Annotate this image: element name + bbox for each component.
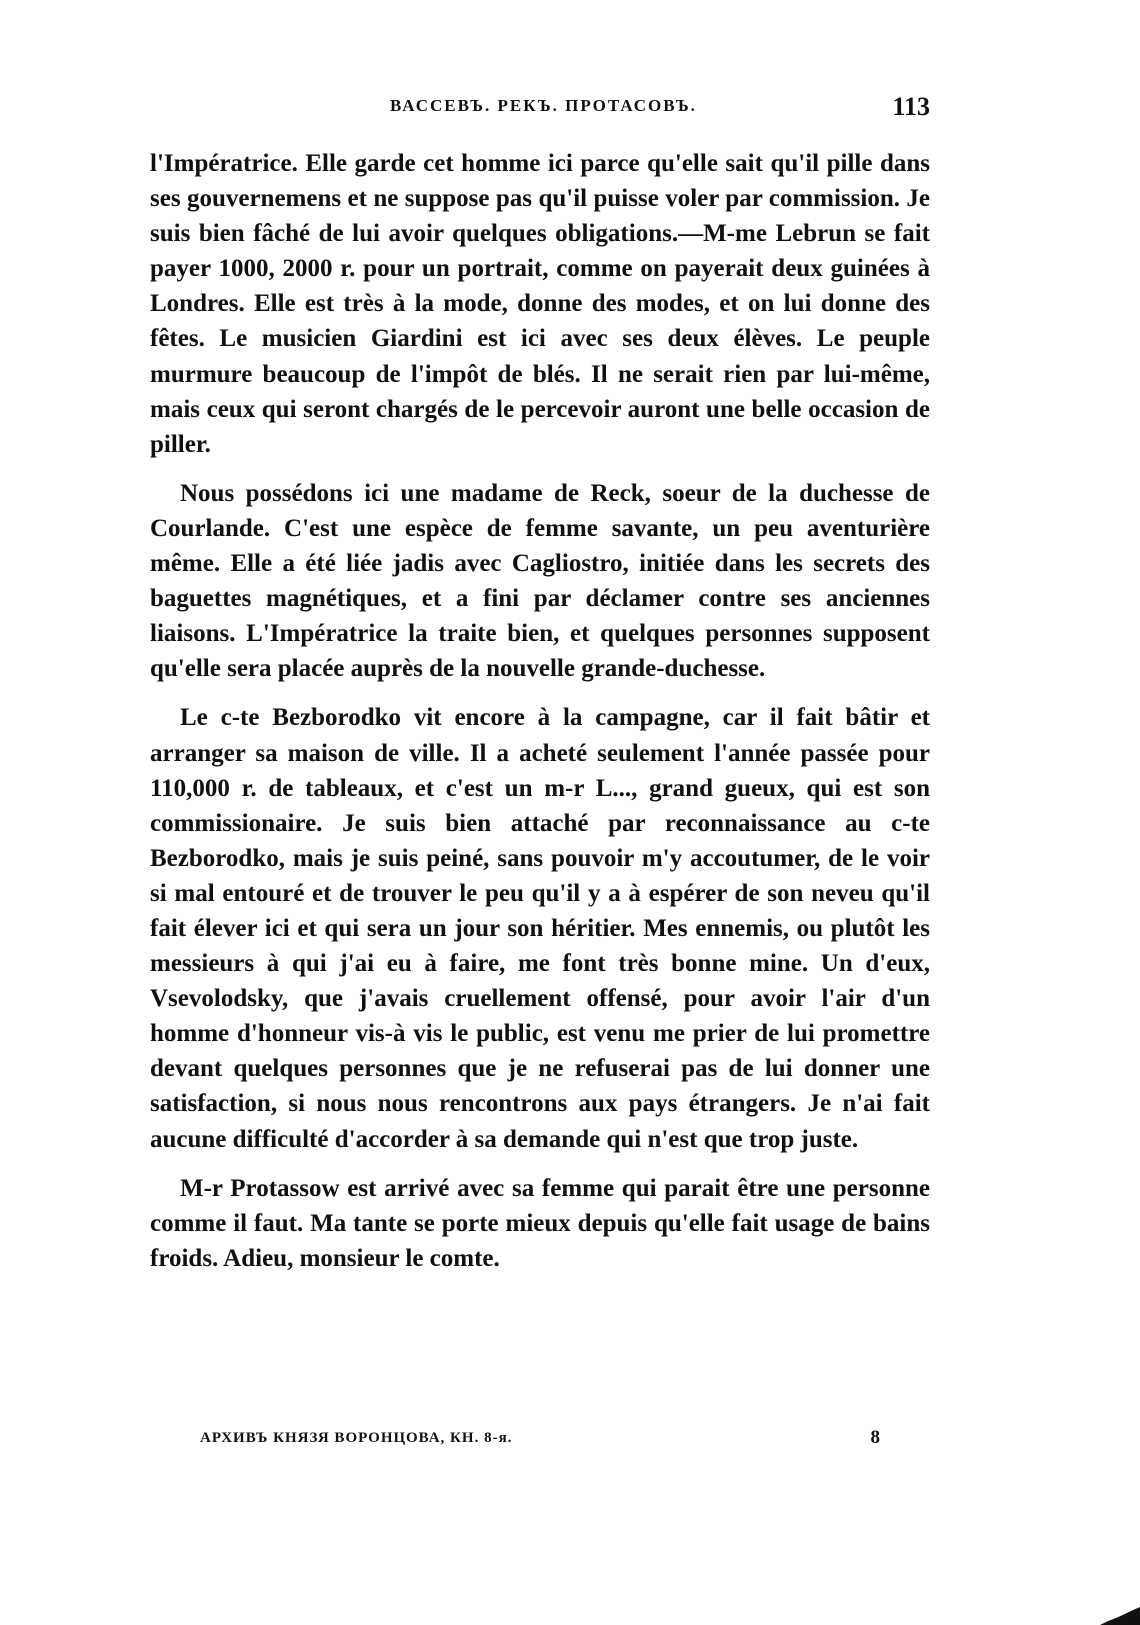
running-head: ВАССЕВЪ. РЕКЪ. ПРОТАСОВЪ. (390, 96, 697, 115)
signature-mark: АРХИВЪ КНЯЗЯ ВОРОНЦОВА, КН. 8-я. (200, 1430, 513, 1446)
sheet-number: 8 (870, 1427, 880, 1448)
paragraph-1: l'Impératrice. Elle garde cet homme ici parce qu'elle sait qu'il pille dans ses gouvernemens et ne suppose pas qu'il puisse voler par commission. Je suis bien fâché de lui avoir quelques obligations.—M-me Lebrun se fait payer 1000, 2000 r. pour un portrait, comme on payerait deux guinées à Londres. Elle est très à la mode, donne des modes, et on lui donne des fêtes. Le musicien Giardini est ici avec ses deux élèves. Le peuple murmure beaucoup de l'impôt de blés. Il ne serait rien par lui-même, mais ceux qui seront chargés de le percevoir auront une belle occasion de piller. (150, 150, 930, 458)
page-footer (200, 1427, 880, 1452)
scan-corner-shadow (1100, 1607, 1140, 1625)
page-header (150, 92, 930, 126)
page-number: 113 (892, 92, 930, 121)
paragraph-2: Nous possédons ici une madame de Reck, soeur de la duchesse de Courlande. C'est une espèce de femme savante, un peu aventurière même. Elle a été liée jadis avec Cagliostro, initiée dans les secrets des baguettes magnétiques, et a fini par déclamer contre ses anciennes liaisons. L'Impératrice la traite bien, et quelques personnes supposent qu'elle sera placée auprès de la nouvelle grande-duchesse. (150, 479, 930, 683)
paragraph-3: Le c-te Bezborodko vit encore à la campagne, car il fait bâtir et arranger sa maison de ville. Il a acheté seulement l'année passée pour 110,000 r. de tableaux, et c'est un m-r L..., grand gueux, qui est son commissionaire. Je suis bien attaché par reconnaissance au c-te Bezborodko, mais je suis peiné, sans pouvoir m'y accoutumer, de le voir si mal entouré et de trouver le peu qu'il y a à espérer de son neveu qu'il fait élever ici et qui sera un jour son héritier. Mes ennemis, ou plutôt les messieurs à qui j'ai eu à faire, me font très bonne mine. Un d'eux, Vsevolodsky, que j'avais cruellement offensé, pour avoir l'air d'un homme d'honneur vis-à vis le public, est venu me prier de lui promettre devant quelques personnes que je ne refuserai pas de lui donner une satisfaction, si nous nous rencontrons aux pays étrangers. Je n'ai fait aucune difficulté d'accorder à sa demande qui n'est que trop juste. (150, 704, 930, 1153)
body-text (150, 146, 930, 1290)
paragraph-4: M-r Protassow est arrivé avec sa femme qui parait être une personne comme il faut. Ma tante se porte mieux depuis qu'elle fait usage de bains froids. Adieu, monsieur le comte. (150, 1174, 930, 1272)
scan-corner-mark (1080, 1585, 1140, 1625)
